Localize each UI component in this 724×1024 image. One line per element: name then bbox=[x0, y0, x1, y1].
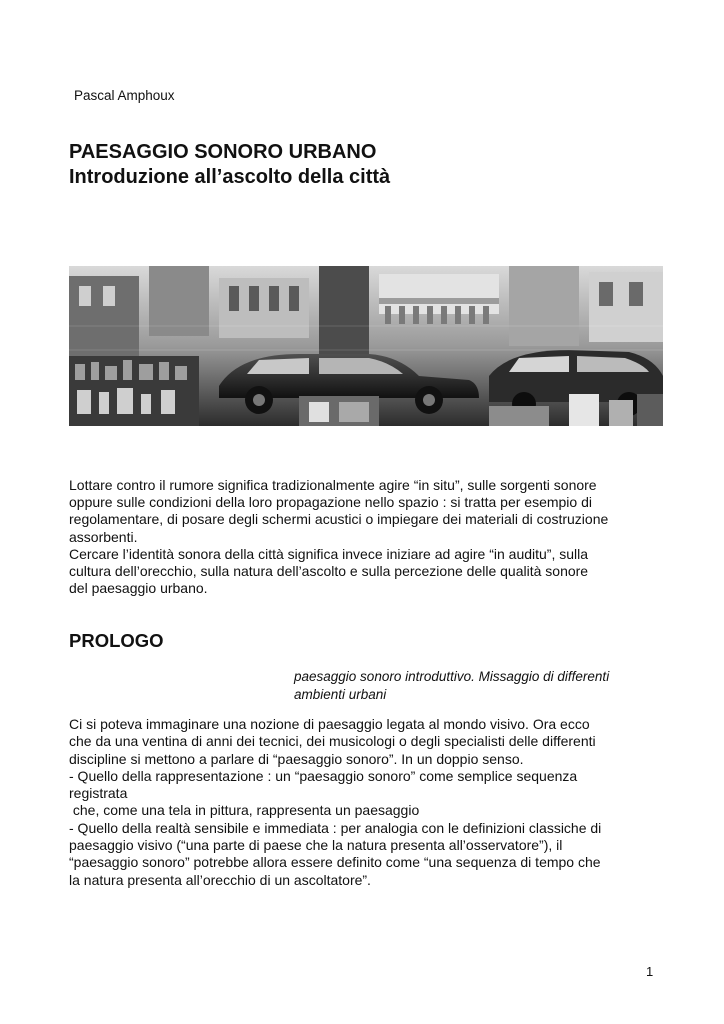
body-line: discipline si mettono a parlare di “paesaggio sonoro”. In un doppio senso. bbox=[69, 750, 524, 767]
body-line: che, come una tela in pittura, rappresenta un paesaggio bbox=[69, 802, 420, 819]
epigraph-line-1: paesaggio sonoro introduttivo. Missaggio di differenti bbox=[294, 669, 610, 684]
page-number: 1 bbox=[646, 964, 654, 979]
epigraph-line-2: ambienti urbani bbox=[294, 687, 387, 702]
intro-line: oppure sulle condizioni della loro propagazione nello spazio : si tratta per esempio di bbox=[69, 494, 592, 511]
body-line: “paesaggio sonoro” potrebbe allora essere definito come “una sequenza di tempo che bbox=[69, 854, 601, 871]
body-line: Ci si poteva immaginare una nozione di paesaggio legata al mondo visivo. Ora ecco bbox=[69, 716, 590, 732]
body-line: la natura presenta all’orecchio di un ascoltatore”. bbox=[69, 871, 371, 888]
intro-line: assorbenti. bbox=[69, 528, 138, 545]
section-heading-prologo: PROLOGO bbox=[69, 630, 164, 651]
body-line: - Quello della rappresentazione : un “paesaggio sonoro” come semplice sequenza bbox=[69, 767, 578, 784]
intro-line: del paesaggio urbano. bbox=[69, 580, 208, 597]
intro-line: regolamentare, di posare degli schermi acustici o impiegare dei materiali di costruzione bbox=[69, 511, 609, 528]
author-name: Pascal Amphoux bbox=[74, 88, 175, 103]
title-line-2: Introduzione all’ascolto della città bbox=[69, 166, 391, 188]
urban-collage-photo bbox=[69, 266, 663, 426]
intro-line: cultura dell’orecchio, sulla natura dell’ascolto e sulla percezione delle qualità sonore bbox=[69, 563, 589, 580]
title-line-1: PAESAGGIO SONORO URBANO bbox=[69, 141, 377, 163]
prologue-body bbox=[69, 716, 669, 889]
body-line: paesaggio visivo (“una parte di paese che la natura presenta all’osservatore”), il bbox=[69, 837, 563, 854]
banner-image bbox=[69, 266, 663, 426]
epigraph bbox=[294, 668, 664, 704]
intro-line: Cercare l’identità sonora della città significa invece iniziare ad agire “in auditu”, sulla bbox=[69, 545, 589, 562]
intro-line: Lottare contro il rumore significa tradizionalmente agire “in situ”, sulle sorgenti sonore bbox=[69, 477, 597, 493]
document-title bbox=[69, 140, 390, 190]
intro-paragraph bbox=[69, 477, 669, 597]
body-line: - Quello della realtà sensibile e immediata : per analogia con le definizioni classiche di bbox=[69, 819, 602, 836]
body-line: che da una ventina di anni dei tecnici, dei musicologi o degli specialisti delle differenti bbox=[69, 733, 596, 750]
body-line: registrata bbox=[69, 785, 128, 802]
